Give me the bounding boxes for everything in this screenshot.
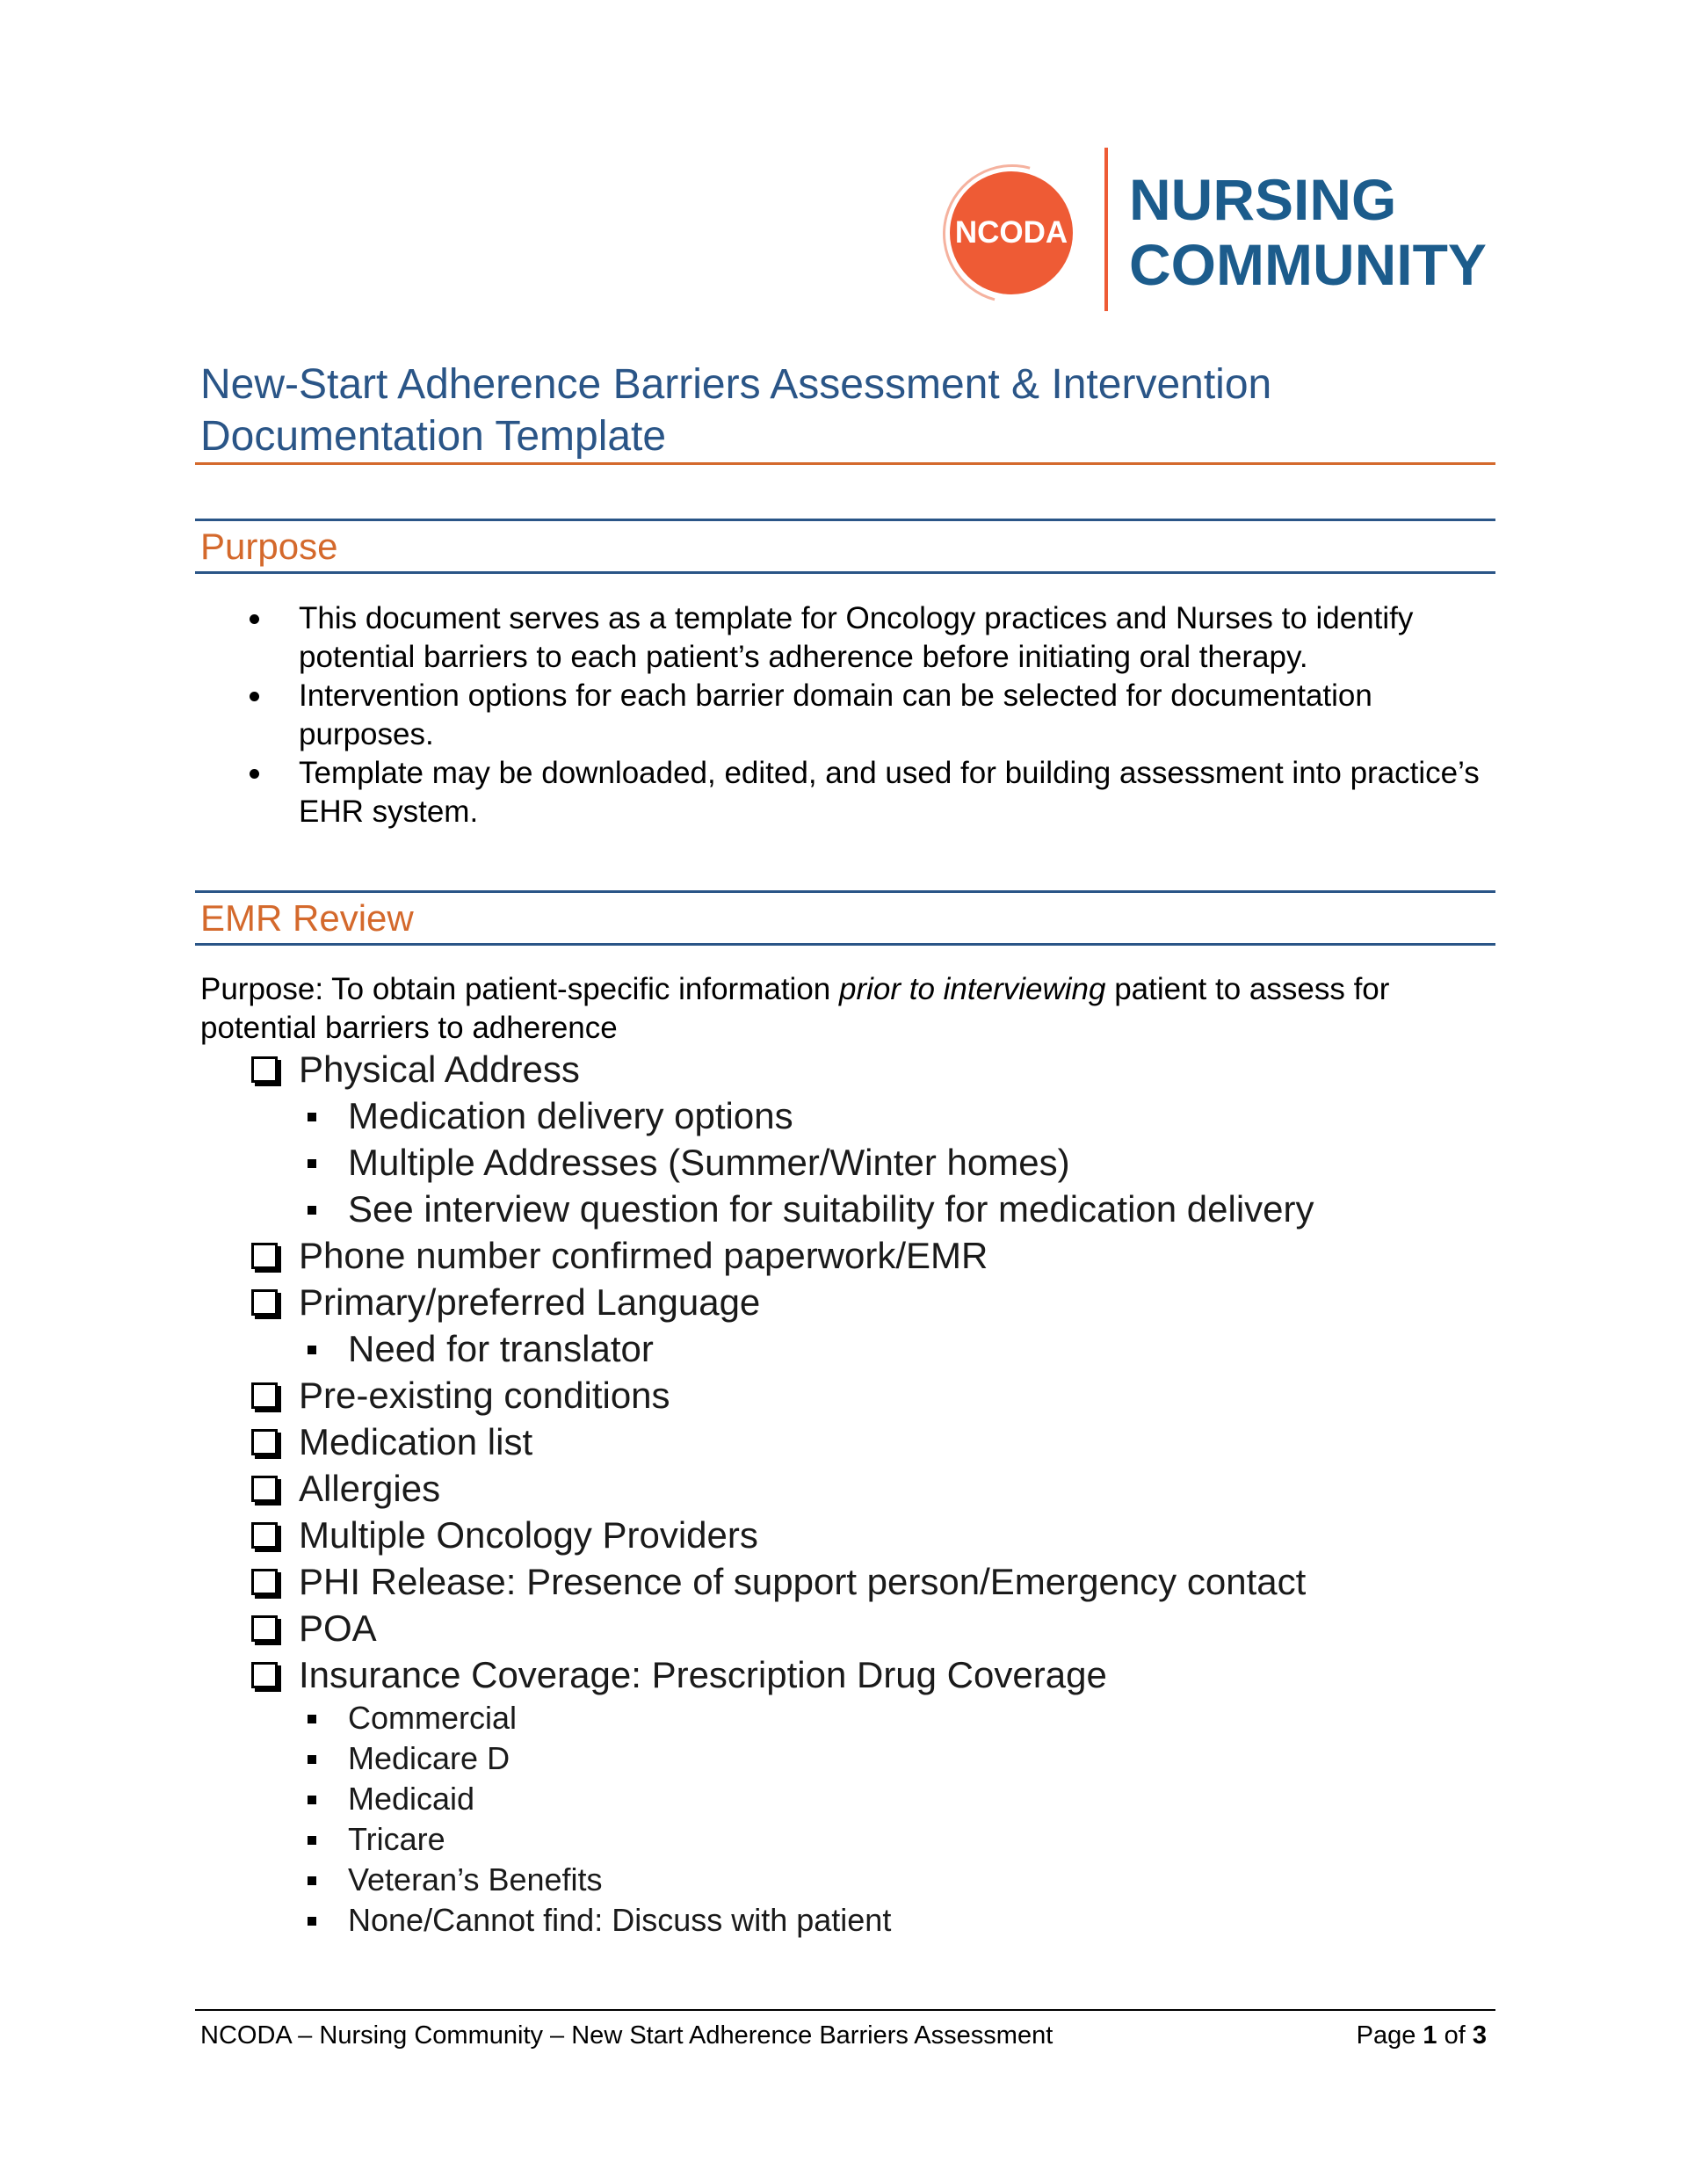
emr-purpose-prefix: Purpose: To obtain patient-specific information: [200, 972, 839, 1006]
checklist-item-poa[interactable]: [248, 1605, 1478, 1651]
purpose-bottom-rule: [195, 571, 1495, 574]
footer-document-name: NCODA – Nursing Community – New Start Adherence Barriers Assessment: [200, 2021, 1053, 2050]
checklist-item-phi-release[interactable]: [248, 1558, 1478, 1605]
square-bullet-icon: [308, 1159, 316, 1168]
purpose-bullet: [200, 599, 1483, 677]
checklist-item-phone-number[interactable]: [248, 1232, 1478, 1279]
emr-top-rule: [195, 890, 1495, 893]
checklist-item-label: Medication list: [299, 1421, 533, 1462]
purpose-heading: Purpose: [200, 526, 338, 567]
emr-bottom-rule: [195, 943, 1495, 946]
sub-bullet: [299, 1860, 1478, 1900]
emr-checklist: [248, 1046, 1478, 1941]
sub-bullet-text: Medicaid: [348, 1781, 475, 1817]
checklist-item-physical-address[interactable]: [248, 1046, 1478, 1232]
emr-purpose-suffix: patient to assess for potential barriers to adherence: [200, 972, 1390, 1045]
square-bullet-icon: [308, 1755, 316, 1764]
title-line-2: Documentation Template: [200, 413, 667, 460]
checklist-item-label: Primary/preferred Language: [299, 1281, 761, 1323]
page-of-word: of: [1444, 2021, 1466, 2050]
checkbox-icon[interactable]: [251, 1289, 278, 1316]
checkbox-icon[interactable]: [251, 1662, 278, 1688]
square-bullet-icon: [308, 1206, 316, 1215]
checklist-item-oncology-providers[interactable]: [248, 1512, 1478, 1558]
logo-badge-text: NCODA: [954, 215, 1068, 250]
sub-bullet: [299, 1092, 1478, 1139]
checkbox-icon[interactable]: [251, 1056, 278, 1083]
sub-bullet: [299, 1698, 1478, 1738]
square-bullet-icon: [308, 1346, 316, 1354]
sub-bullet-text: None/Cannot find: Discuss with patient: [348, 1902, 892, 1938]
square-bullet-icon: [308, 1715, 316, 1723]
purpose-bullet: [200, 677, 1483, 754]
ncoda-badge-icon: [950, 171, 1073, 294]
sub-bullet: [299, 1325, 1478, 1372]
emr-purpose-text: [200, 970, 1501, 1048]
emr-purpose-emphasis: prior to interviewing: [839, 972, 1106, 1006]
title-underline: [195, 462, 1495, 465]
square-bullet-icon: [308, 1836, 316, 1845]
sub-bullet-text: Tricare: [348, 1821, 445, 1857]
sub-bullet-text: Need for translator: [348, 1328, 654, 1369]
sub-bullet-text: Medication delivery options: [348, 1095, 793, 1136]
checklist-item-medication-list[interactable]: [248, 1419, 1478, 1465]
purpose-bullet-list: [200, 599, 1483, 831]
checklist-item-label: Physical Address: [299, 1048, 580, 1090]
logo-wordmark: [1129, 167, 1487, 297]
purpose-bullet-text: Intervention options for each barrier domain can be selected for documentation purposes.: [299, 678, 1372, 751]
square-bullet-icon: [308, 1876, 316, 1885]
bullet-dot-icon: [250, 769, 259, 779]
checklist-item-language[interactable]: [248, 1279, 1478, 1372]
sub-bullet: [299, 1139, 1478, 1186]
sub-bullet: [299, 1819, 1478, 1860]
title-line-1: New-Start Adherence Barriers Assessment & Intervention: [200, 361, 1272, 408]
checklist-item-label: PHI Release: Presence of support person/Emergency contact: [299, 1561, 1307, 1602]
emr-review-heading: EMR Review: [200, 897, 414, 939]
sub-bullet: [299, 1738, 1478, 1779]
sub-bullet-text: Multiple Addresses (Summer/Winter homes): [348, 1142, 1070, 1183]
footer-rule: [195, 2009, 1495, 2011]
checklist-item-insurance-coverage[interactable]: [248, 1651, 1478, 1941]
purpose-bullet-text: This document serves as a template for Oncology practices and Nurses to identify potential barriers to each patient’s adherence before initiating oral therapy.: [299, 601, 1414, 674]
bullet-dot-icon: [250, 692, 259, 701]
checkbox-icon[interactable]: [251, 1522, 278, 1549]
sub-bullet: [299, 1186, 1478, 1232]
checklist-item-allergies[interactable]: [248, 1465, 1478, 1512]
sub-bullet: [299, 1779, 1478, 1819]
checklist-item-pre-existing-conditions[interactable]: [248, 1372, 1478, 1419]
checkbox-icon[interactable]: [251, 1429, 278, 1455]
purpose-top-rule: [195, 519, 1495, 521]
purpose-bullet-text: Template may be downloaded, edited, and used for building assessment into practice’s EHR system.: [299, 756, 1480, 829]
checkbox-icon[interactable]: [251, 1569, 278, 1595]
checklist-item-label: Multiple Oncology Providers: [299, 1514, 758, 1556]
checkbox-icon[interactable]: [251, 1382, 278, 1409]
checklist-item-label: Pre-existing conditions: [299, 1375, 670, 1416]
checkbox-icon[interactable]: [251, 1243, 278, 1269]
logo-line-2: COMMUNITY: [1129, 232, 1487, 297]
square-bullet-icon: [308, 1796, 316, 1804]
checklist-item-label: Insurance Coverage: Prescription Drug Coverage: [299, 1654, 1107, 1695]
page-current: 1: [1423, 2021, 1437, 2050]
document-title: [200, 359, 1501, 462]
sub-bullet-list: [299, 1092, 1478, 1232]
ncoda-nursing-community-logo: [945, 148, 1489, 315]
logo-divider: [1104, 148, 1108, 311]
sub-bullet-text: See interview question for suitability for medication delivery: [348, 1188, 1314, 1230]
bullet-dot-icon: [250, 614, 259, 624]
square-bullet-icon: [308, 1113, 316, 1121]
sub-bullet-list: [299, 1325, 1478, 1372]
sub-bullet-text: Commercial: [348, 1700, 518, 1736]
page-word: Page: [1356, 2021, 1416, 2050]
sub-bullet-list: [299, 1698, 1478, 1941]
logo-line-1: NURSING: [1129, 167, 1397, 232]
checklist-item-label: Phone number confirmed paperwork/EMR: [299, 1235, 988, 1276]
sub-bullet-text: Veteran’s Benefits: [348, 1861, 603, 1897]
checklist-item-label: POA: [299, 1607, 377, 1649]
sub-bullet: [299, 1900, 1478, 1941]
sub-bullet-text: Medicare D: [348, 1740, 510, 1776]
square-bullet-icon: [308, 1917, 316, 1926]
checklist-item-label: Allergies: [299, 1468, 441, 1509]
page-total: 3: [1472, 2021, 1487, 2050]
checkbox-icon[interactable]: [251, 1615, 278, 1642]
purpose-bullet: [200, 754, 1483, 831]
checkbox-icon[interactable]: [251, 1476, 278, 1502]
footer-page-number: [1357, 2020, 1487, 2051]
